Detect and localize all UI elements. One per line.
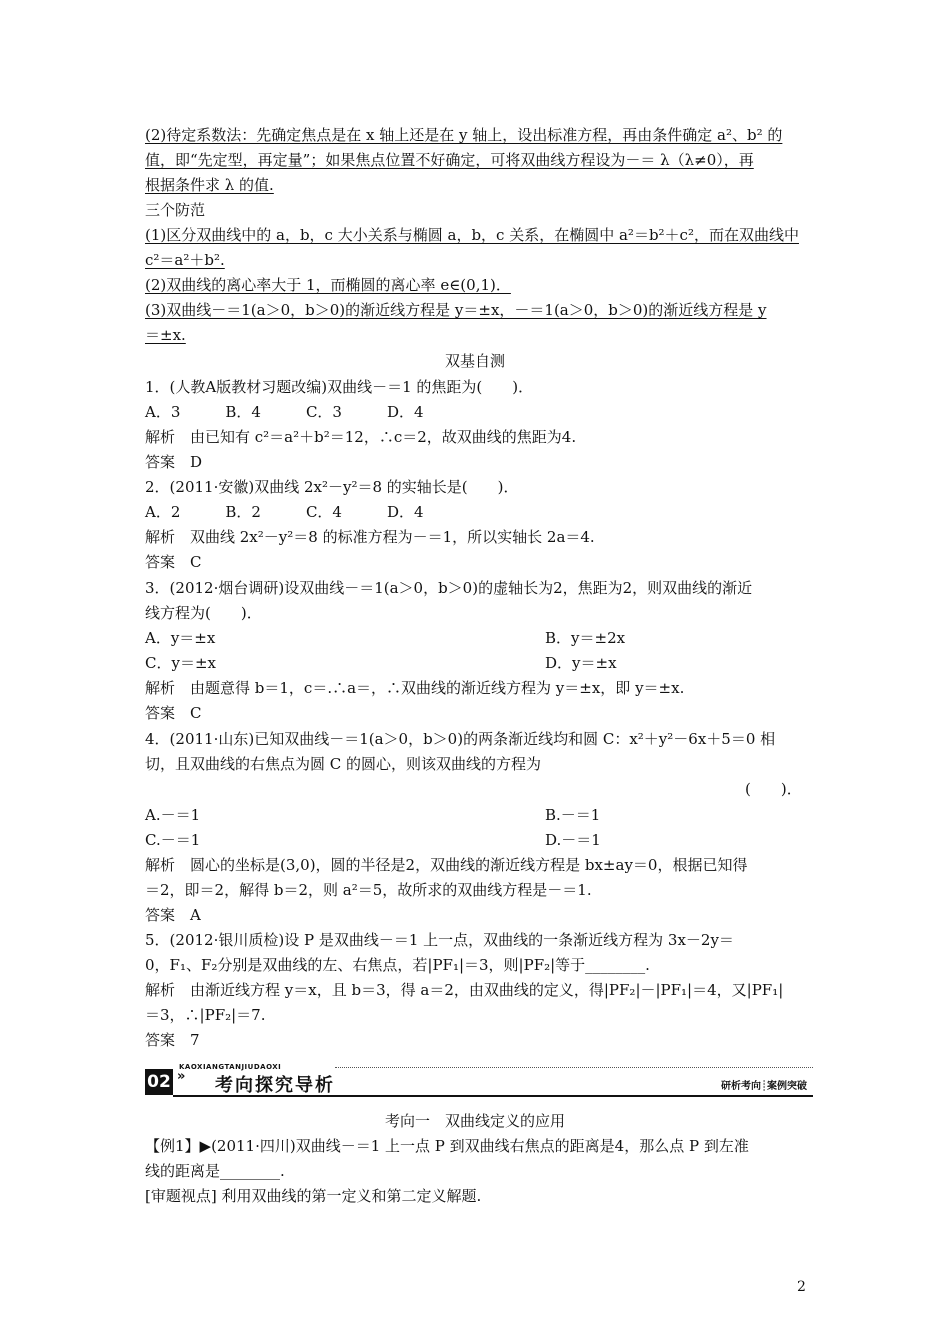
q4-answer: 答案 A [145, 906, 201, 924]
q4-option-b: B.－＝1 [545, 806, 601, 824]
q1-options: A．3 B．4 C．3 D．4 [145, 403, 424, 421]
fangfan-title: 三个防范 [145, 201, 206, 219]
q4-option-a: A.－＝1 [145, 806, 201, 824]
kaoxiang-title: 考向一 双曲线定义的应用 [384, 1112, 565, 1130]
banner-pinyin: KAOXIANGTANJIUDAOXI [179, 1063, 282, 1071]
q5-stem-2: 0，F₁、F₂分别是双曲线的左、右焦点，若|PF₁|＝3，则|PF₂|等于________. [145, 956, 650, 974]
page-number: 2 [797, 1279, 806, 1295]
method-line-1: (2)待定系数法：先确定焦点是在 x 轴上还是在 y 轴上，设出标准方程，再由条件确定 a²、b² 的 [145, 126, 783, 144]
q3-option-b: B．y＝±2x [545, 629, 626, 647]
q1-analysis: 解析 由已知有 c²＝a²＋b²＝12，∴c＝2，故双曲线的焦距为4. [145, 428, 577, 446]
fangfan-line-1: (1)区分双曲线中的 a，b，c 大小关系与椭圆 a，b，c 关系，在椭圆中 a²＝b²＋c²，而在双曲线中 [145, 226, 799, 244]
q2-answer: 答案 C [145, 553, 202, 571]
fangfan-line-4: (3)双曲线－＝1(a＞0，b＞0)的渐近线方程是 y＝±x，－＝1(a＞0，b＞0)的渐近线方程是 y [145, 301, 767, 319]
q4-option-c: C.－＝1 [145, 831, 201, 849]
q3-answer: 答案 C [145, 704, 202, 722]
fangfan-line-2: c²＝a²＋b². [145, 251, 225, 269]
chevron-icon: » [177, 1069, 186, 1084]
q3-option-c: C．y＝±x [145, 654, 216, 672]
q2-stem: 2．(2011·安徽)双曲线 2x²－y²＝8 的实轴长是( )． [145, 478, 519, 496]
q4-option-d: D.－＝1 [545, 831, 601, 849]
q5-analysis-1: 解析 由渐近线方程 y＝x，且 b＝3，得 a＝2，由双曲线的定义，得|PF₂|－|PF₁|＝4，又|PF₁| [145, 981, 784, 999]
q3-stem-1: 3．(2012·烟台调研)设双曲线－＝1(a＞0，b＞0)的虚轴长为2，焦距为2，则双曲线的渐近 [145, 579, 753, 597]
q4-stem-1: 4．(2011·山东)已知双曲线－＝1(a＞0，b＞0)的两条渐近线均和圆 C：x²＋y²－6x＋5＝0 相 [145, 730, 776, 748]
q3-stem-2: 线方程为( )． [145, 604, 262, 622]
section-number-badge: 02 [145, 1069, 173, 1095]
q1-stem: 1．(人教A版教材习题改编)双曲线－＝1 的焦距为( )． [145, 378, 534, 396]
example-line-1: 【例1】▶(2011·四川)双曲线－＝1 上一点 P 到双曲线右焦点的距离是4，那么点 P 到左准 [145, 1137, 749, 1155]
q4-analysis-2: ＝2，即＝2，解得 b＝2，则 a²＝5，故所求的双曲线方程是－＝1. [145, 881, 592, 899]
banner-underline [173, 1095, 813, 1097]
q5-analysis-2: ＝3，∴|PF₂|＝7. [145, 1006, 266, 1024]
q4-paren: ( )． [745, 780, 802, 798]
banner-subtitle: 研析考向┊案例突破 [720, 1081, 807, 1092]
q3-analysis: 解析 由题意得 b＝1，c＝.∴a＝，∴双曲线的渐近线方程为 y＝±x，即 y＝±x. [145, 679, 685, 697]
section-title: 双基自测 [444, 352, 505, 370]
section-banner [145, 1063, 813, 1097]
method-line-2: 值，即“先定型，再定量”；如果焦点位置不好确定，可将双曲线方程设为－＝ λ（λ≠0），再 [145, 151, 754, 169]
q3-option-d: D．y＝±x [545, 654, 617, 672]
dotted-divider [335, 1067, 813, 1068]
q4-analysis-1: 解析 圆心的坐标是(3,0)，圆的半径是2，双曲线的渐近线方程是 bx±ay＝0，根据已知得 [145, 856, 748, 874]
example-line-2: 线的距离是________. [145, 1162, 285, 1180]
q1-answer: 答案 D [145, 453, 203, 471]
q3-option-a: A．y＝±x [145, 629, 216, 647]
method-line-3: 根据条件求 λ 的值. [145, 176, 274, 194]
fangfan-line-5: ＝±x. [145, 326, 186, 344]
q2-analysis: 解析 双曲线 2x²－y²＝8 的标准方程为－＝1，所以实轴长 2a＝4. [145, 528, 595, 546]
q5-stem-1: 5．(2012·银川质检)设 P 是双曲线－＝1 上一点，双曲线的一条渐近线方程为 3x－2y＝ [145, 931, 734, 949]
q4-stem-2: 切，且双曲线的右焦点为圆 C 的圆心，则该双曲线的方程为 [145, 755, 542, 773]
q5-answer: 答案 7 [145, 1031, 200, 1049]
review-viewpoint: [审题视点] 利用双曲线的第一定义和第二定义解题. [145, 1187, 482, 1205]
fangfan-line-3: (2)双曲线的离心率大于 1，而椭圆的离心率 e∈(0,1)． [145, 276, 511, 294]
q2-options: A．2 B．2 C．4 D．4 [145, 503, 424, 521]
banner-title: 考向探究导析 [215, 1075, 335, 1096]
